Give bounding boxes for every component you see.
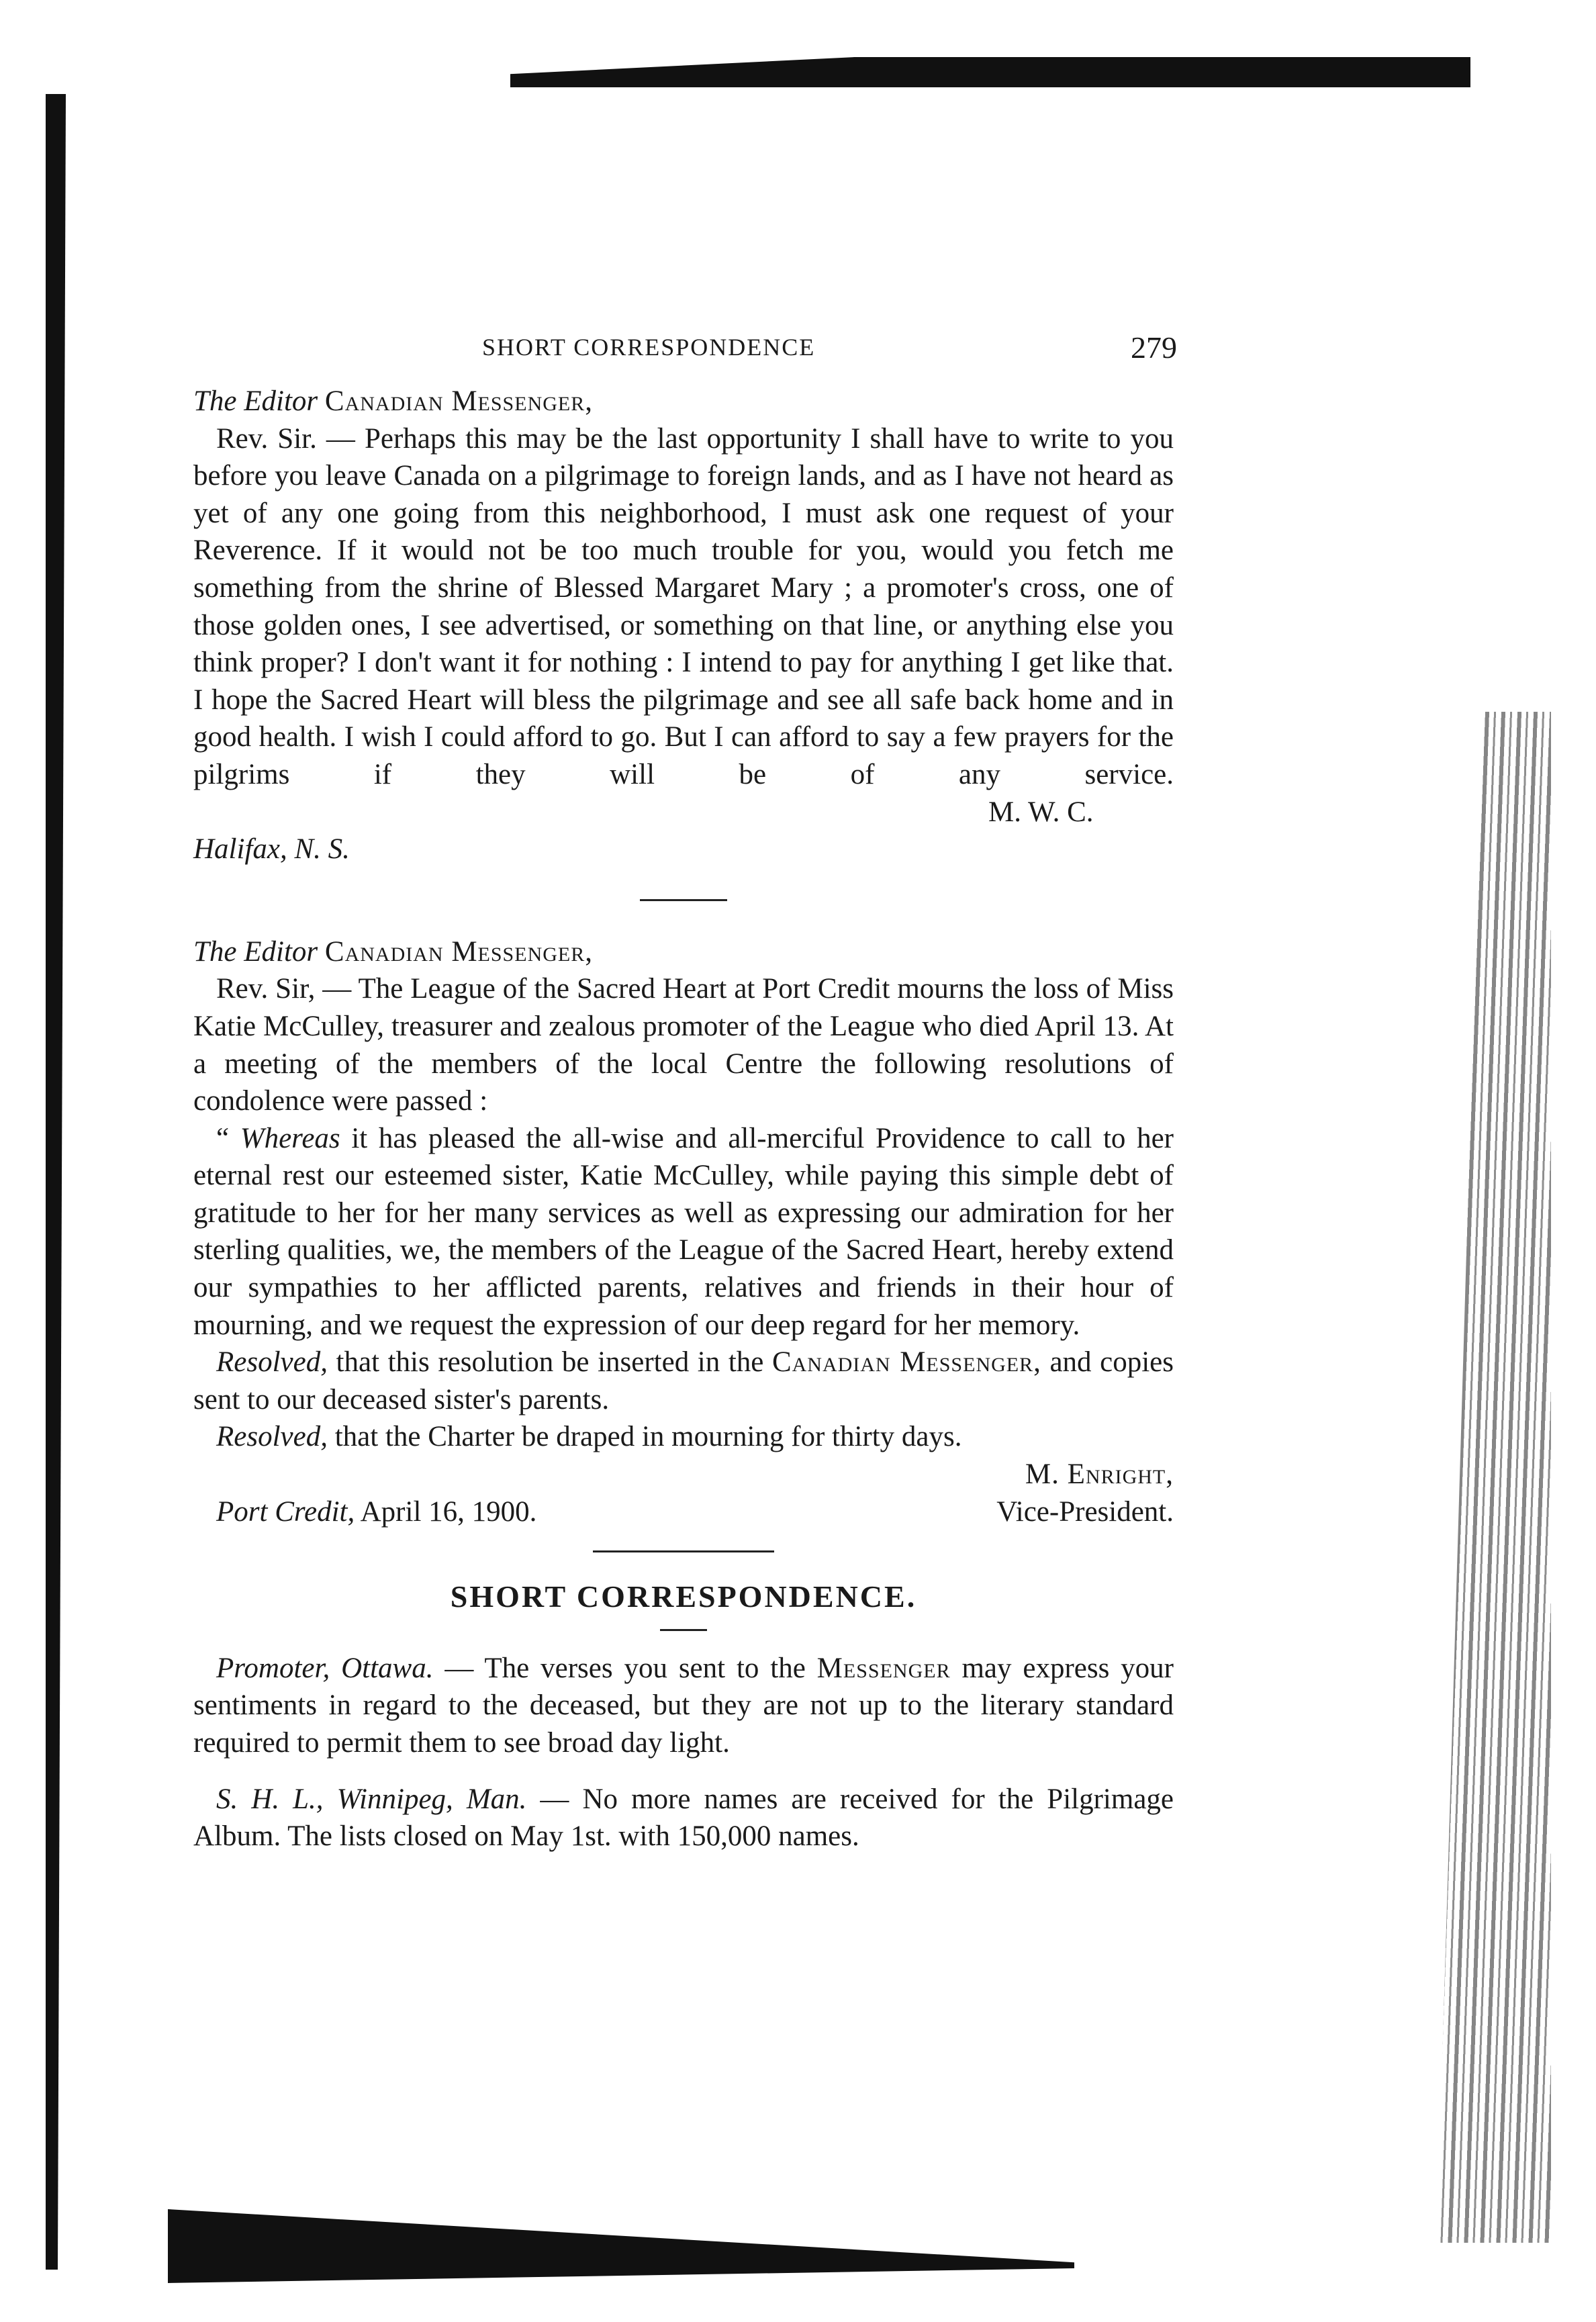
running-head	[193, 329, 1177, 383]
correspondence-entry	[193, 1650, 1174, 1762]
whereas-text: it has pleased the all-wise and all-merciful Providence to call to her eternal rest our esteemed sister, Katie McCulley, while paying this simple debt of gratitude to her for her many services as well as expressing our admiration for her sterling qualities, we, the members of the League of the Sacred Heart, hereby extend our sympathies to her afflicted parents, relatives and friends in their hour of mourning, and we request the expression of our deep regard for her memory.	[193, 1122, 1174, 1341]
letter-addressee	[193, 383, 1174, 420]
entry-recipient: S. H. L., Winnipeg, Man.	[216, 1783, 527, 1815]
addressee-publication: Canadian Messenger,	[324, 385, 593, 417]
entry-recipient: Promoter, Ottawa.	[216, 1652, 434, 1684]
short-correspondence	[193, 1650, 1174, 1855]
divider	[640, 899, 727, 901]
scan-edge-top	[510, 27, 1470, 87]
signer-name: M. Enright,	[1025, 1458, 1174, 1491]
letter-paragraph: Rev. Sir, — The League of the Sacred Heart at Port Credit mourns the loss of Miss Katie McCulley, treasurer and zealous promoter of the League who died April 13. At a meeting of the members of the local Centre the following resolutions of condolence were passed :	[193, 973, 1174, 1117]
letter-addressee	[193, 933, 1174, 971]
entry-text: — The verses you sent to the	[433, 1652, 817, 1684]
letter-text: Perhaps this may be the last opportunity I shall have to write to you before you leave Canada on a pilgrimage to foreign lands, and as I have not heard as yet of any one going from this neighborhood, I must ask one request of your Reverence. If it would not be too much trouble for you, would you fetch me something from the shrine of Blessed Margaret Mary ; a promoter's cross, one of those golden ones, I see advertised, or something on that line, or anything else you think proper? I don't want it for nothing : I intend to pay for anything I get like that. I hope the Sacred Heart will bless the pilgrimage and see all safe back home and in good health. I wish I could afford to go. But I can afford to say a few prayers for the pilgrims if they will be of any service.	[193, 422, 1174, 790]
resolution-text: and copies sent to our deceased sister's parents.	[193, 1346, 1174, 1415]
scan-edge-left	[46, 94, 66, 2270]
addressee-editor: The Editor	[193, 935, 318, 968]
dateline-row	[193, 1493, 1174, 1531]
publication-name: Canadian Messenger,	[771, 1346, 1041, 1379]
dateline-place: Port Credit,	[216, 1495, 355, 1528]
entry-text: may express your sentiments in regard to the deceased, but they are not up to the literary standard required to permit them to see broad day light.	[193, 1652, 1174, 1759]
open-quote: “	[216, 1122, 240, 1154]
page-text	[193, 329, 1177, 1855]
section-heading: SHORT CORRESPONDENCE.	[450, 1579, 917, 1614]
letter-body	[193, 420, 1174, 831]
resolution-1	[193, 1344, 1174, 1418]
page-number: 279	[1131, 330, 1177, 365]
resolved-word: Resolved,	[216, 1421, 328, 1453]
resolution-text: that the Charter be draped in mourning for thirty days.	[327, 1421, 962, 1453]
addressee-editor: The Editor	[193, 385, 318, 417]
letter-place: Halifax, N. S.	[193, 833, 350, 866]
scan-edge-right	[1437, 712, 1551, 2243]
publication-name: Messenger	[816, 1652, 951, 1684]
resolved-word: Resolved,	[216, 1346, 328, 1379]
letter-salutation: Rev. Sir. —	[216, 422, 365, 455]
signer-title: Vice-President.	[996, 1495, 1174, 1528]
letter-signature: M. W. C.	[988, 796, 1094, 828]
entry-text: — No more names are received for the Pilgrimage Album. The lists closed on May 1st. with 150,000 names.	[193, 1783, 1174, 1853]
letter-mwc	[193, 383, 1174, 868]
spacer	[193, 1762, 1174, 1781]
scan-edge-bottom	[168, 2209, 1074, 2283]
running-head-title: SHORT CORRESPONDENCE	[482, 334, 816, 361]
dateline	[216, 1493, 536, 1531]
whereas-word: Whereas	[240, 1122, 340, 1154]
divider	[593, 1550, 774, 1552]
divider	[660, 1629, 707, 1631]
dateline-date: April 16, 1900.	[355, 1495, 537, 1528]
addressee-publication: Canadian Messenger,	[324, 935, 593, 968]
resolution-text: that this resolution be inserted in the	[327, 1346, 772, 1379]
correspondence-entry	[193, 1781, 1174, 1855]
letter-port-credit	[193, 933, 1174, 1531]
whereas-paragraph	[193, 1120, 1174, 1344]
resolution-2	[193, 1418, 1174, 1456]
